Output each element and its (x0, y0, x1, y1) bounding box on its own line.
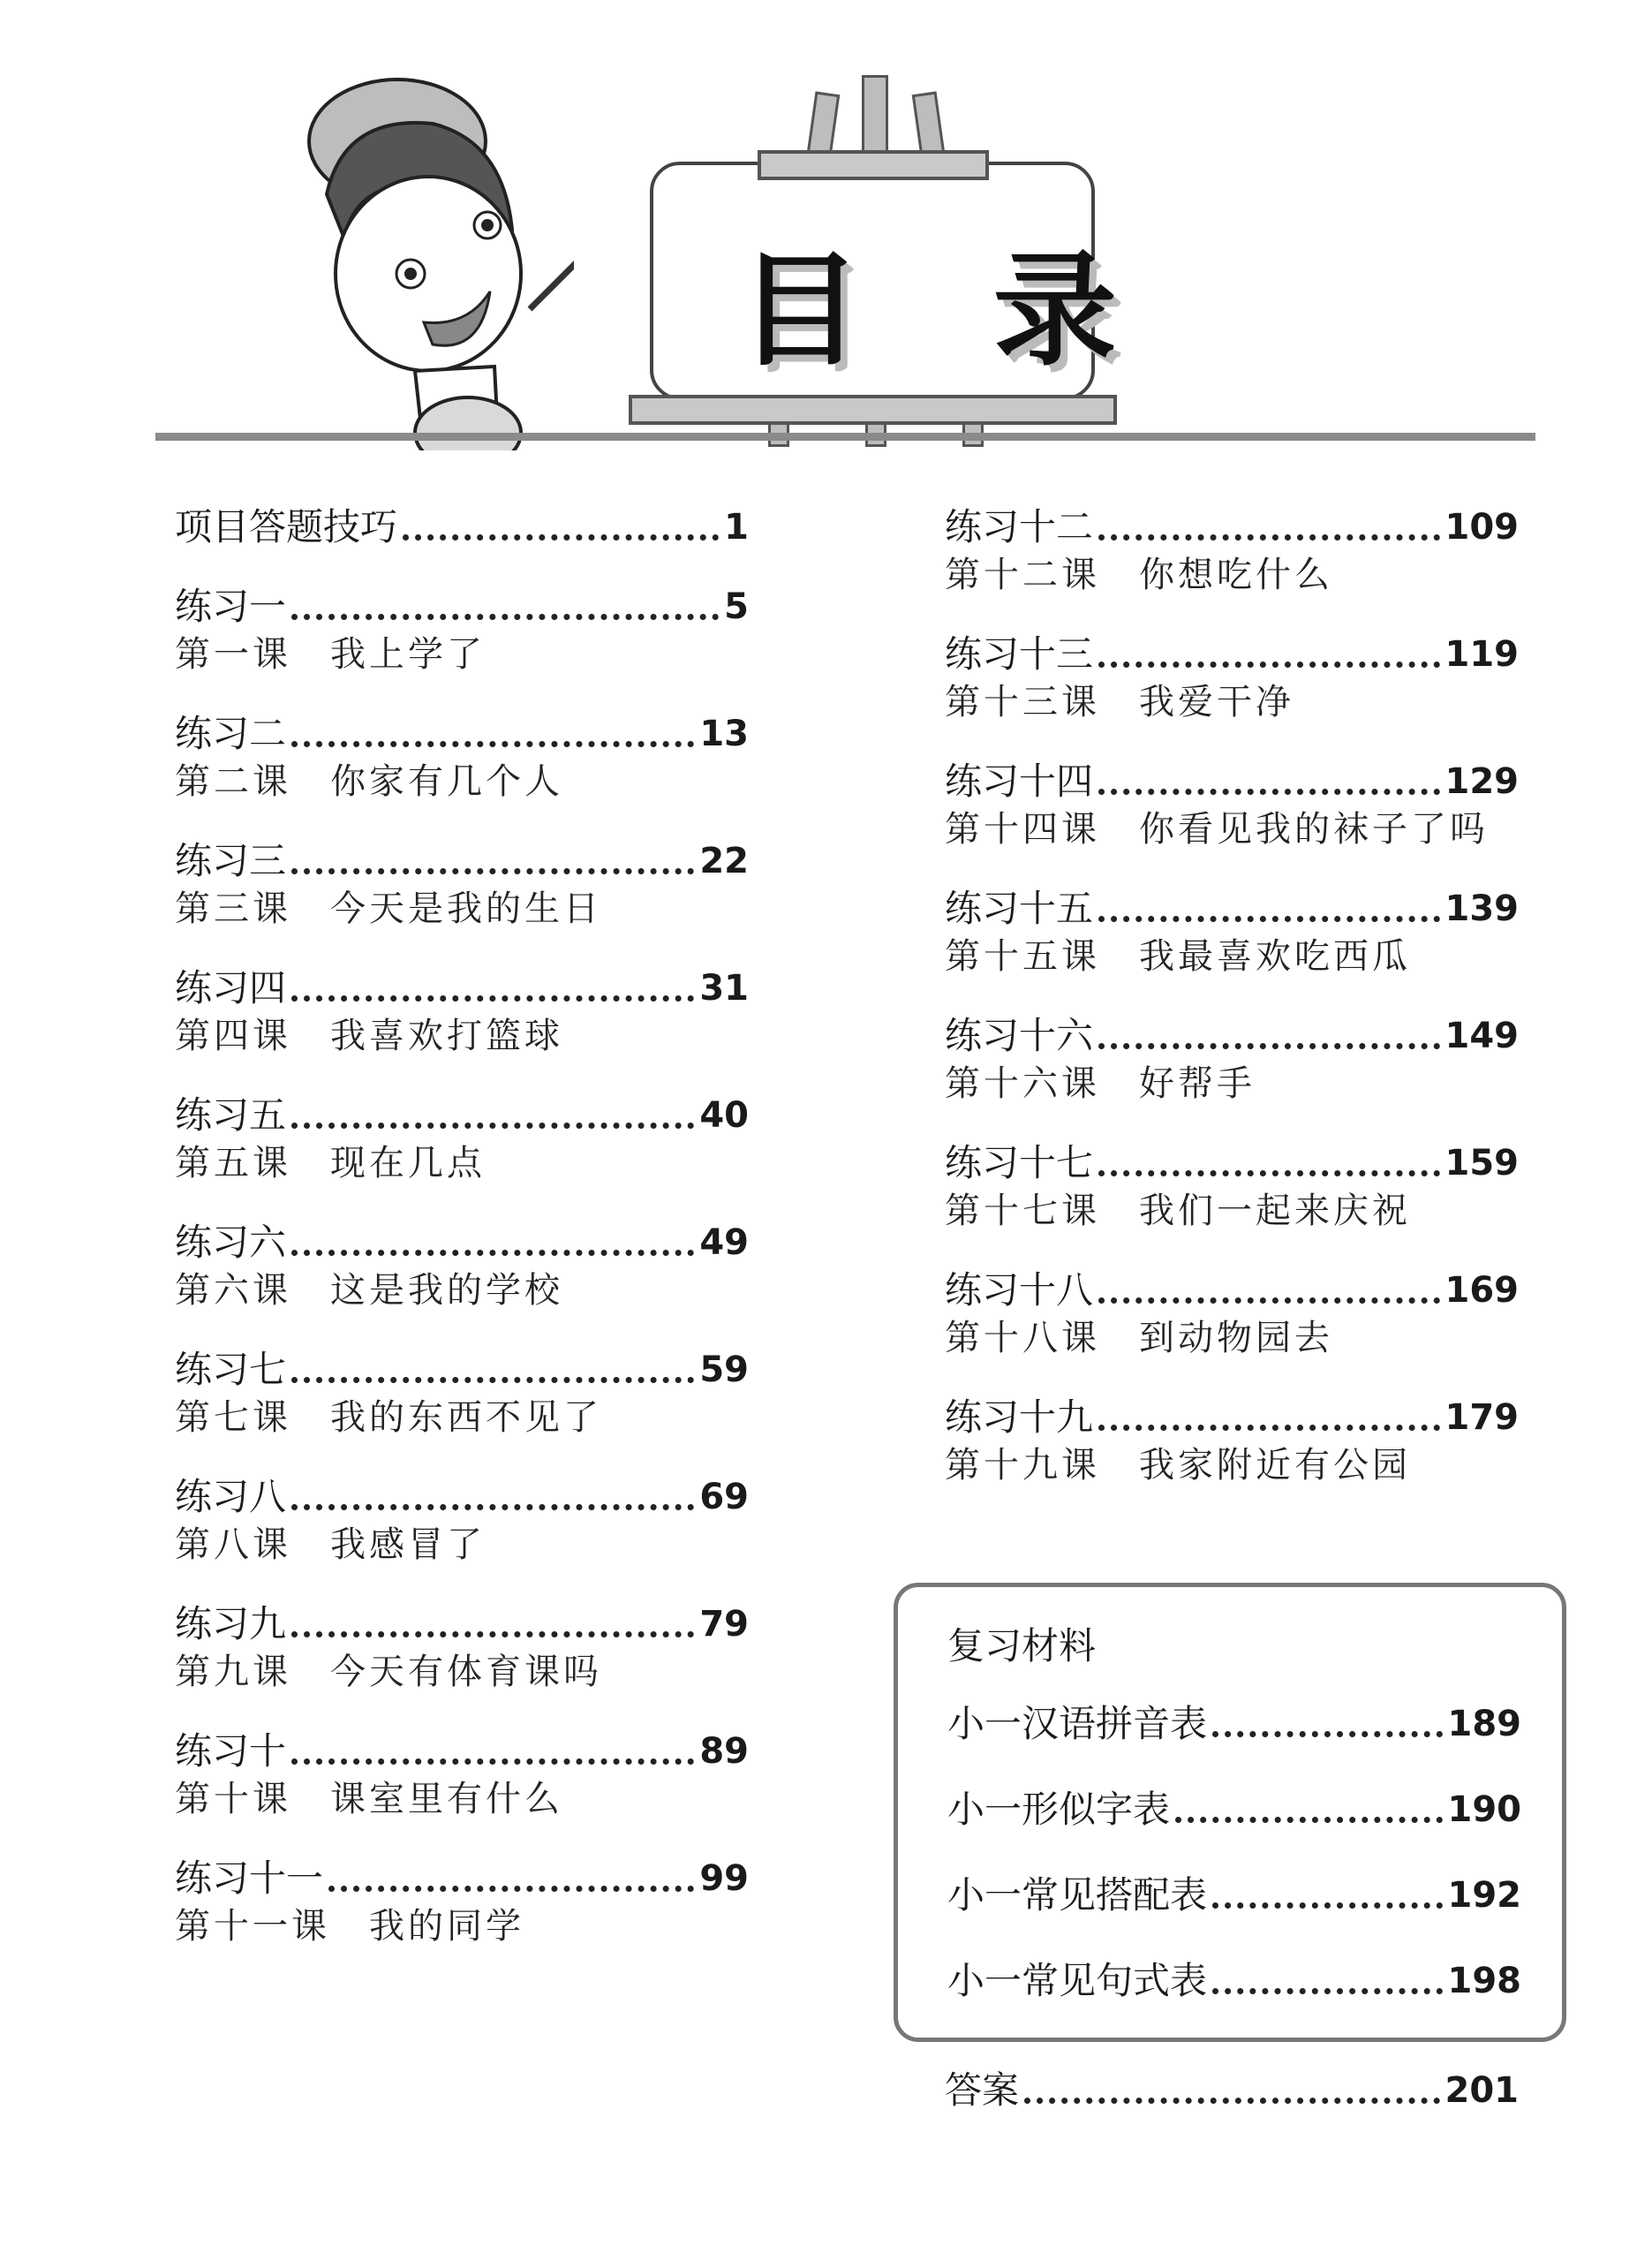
page-number: 129 (1445, 761, 1519, 802)
toc-entry[interactable] (175, 1728, 749, 1823)
toc-entry-row (175, 1092, 749, 1139)
dot-leader (291, 1631, 694, 1637)
lesson-number: 第十一课 (175, 1906, 330, 1947)
toc-entry-row (175, 1728, 749, 1775)
lesson-name: 我上学了 (330, 634, 486, 675)
entry-label: 练习十七 (945, 1141, 1094, 1184)
toc-entry[interactable] (175, 837, 749, 933)
entry-label: 练习十四 (945, 760, 1094, 803)
dot-leader (291, 1504, 694, 1510)
toc-entry-row (945, 1394, 1519, 1441)
page-number: 190 (1447, 1789, 1521, 1830)
toc-entry[interactable] (175, 1092, 749, 1187)
lesson-name: 我家附近有公园 (1139, 1445, 1411, 1486)
page-number: 189 (1447, 1704, 1521, 1744)
page-number: 31 (699, 968, 749, 1009)
dot-leader (291, 1250, 694, 1256)
toc-entry-row (945, 1139, 1519, 1187)
lesson-number: 第十五课 (945, 936, 1100, 977)
lesson-name: 我的东西不见了 (330, 1397, 602, 1438)
entry-label: 练习十五 (945, 887, 1094, 930)
page-number: 201 (1445, 2070, 1519, 2111)
entry-label: 练习十一 (175, 1856, 324, 1900)
page-number: 99 (699, 1858, 749, 1899)
review-entry[interactable] (947, 1957, 1521, 2005)
toc-entry[interactable] (945, 1139, 1519, 1235)
lesson-name: 你看见我的袜子了吗 (1139, 809, 1489, 850)
toc-entry-row (945, 1012, 1519, 1060)
toc-entry-row (175, 583, 749, 631)
dot-leader (1212, 1731, 1442, 1737)
dot-leader (403, 534, 719, 541)
lesson-number: 第一课 (175, 634, 291, 675)
toc-entry[interactable] (945, 631, 1519, 726)
page-number: 5 (724, 586, 749, 627)
entry-label: 练习十八 (945, 1268, 1094, 1312)
lesson-name: 你家有几个人 (330, 761, 563, 802)
dot-leader (291, 868, 694, 874)
entry-label: 练习二 (175, 712, 287, 755)
dot-leader (291, 995, 694, 1002)
toc-entry-row (175, 1600, 749, 1648)
dot-leader (1098, 916, 1439, 922)
page-number: 109 (1445, 507, 1519, 548)
easel-clamp (758, 150, 989, 180)
entry-label: 练习十六 (945, 1014, 1094, 1057)
lesson-name: 我感冒了 (330, 1524, 486, 1565)
answers-entry[interactable] (945, 2067, 1519, 2114)
lesson-number: 第三课 (175, 889, 291, 929)
lesson-name: 今天是我的生日 (330, 889, 602, 929)
lesson-title (945, 1441, 1519, 1489)
lesson-title (945, 805, 1519, 853)
toc-right-column (945, 503, 1519, 1521)
lesson-title (945, 678, 1519, 726)
lesson-title (945, 933, 1519, 980)
toc-entry[interactable] (175, 1600, 749, 1696)
lesson-title (175, 1012, 749, 1060)
lesson-name: 我最喜欢吃西瓜 (1139, 936, 1411, 977)
lesson-number: 第十八课 (945, 1318, 1100, 1358)
page-number: 13 (699, 714, 749, 754)
entry-label: 练习十三 (945, 632, 1094, 676)
page-number: 139 (1445, 889, 1519, 929)
lesson-title (175, 885, 749, 933)
dot-leader (1175, 1817, 1442, 1823)
toc-entry[interactable] (175, 1473, 749, 1569)
page-number: 159 (1445, 1143, 1519, 1183)
entry-label: 练习一 (175, 585, 287, 628)
entry-label: 练习十二 (945, 505, 1094, 548)
lesson-number: 第七课 (175, 1397, 291, 1438)
lesson-title (945, 1314, 1519, 1362)
lesson-name: 你想吃什么 (1139, 555, 1333, 595)
toc-entry-row (945, 885, 1519, 933)
toc-entry-row (175, 1346, 749, 1394)
dot-leader (1024, 2098, 1439, 2104)
lesson-number: 第十四课 (945, 809, 1100, 850)
toc-entry[interactable] (175, 710, 749, 805)
dot-leader (291, 1123, 694, 1129)
lesson-title (175, 758, 749, 805)
lesson-title (175, 1902, 749, 1950)
dot-leader (291, 1377, 694, 1383)
page-number: 149 (1445, 1016, 1519, 1056)
dot-leader (1098, 1043, 1439, 1049)
review-list (947, 1700, 1521, 2043)
entry-label: 练习三 (175, 839, 287, 882)
lesson-number: 第四课 (175, 1016, 291, 1056)
page-number: 89 (699, 1731, 749, 1772)
easel-tray (629, 395, 1117, 425)
entry-label: 练习四 (175, 966, 287, 1010)
review-materials-box (894, 1583, 1566, 2042)
header-illustration (0, 0, 1652, 450)
lesson-number: 第二课 (175, 761, 291, 802)
entry-label: 练习十 (175, 1729, 287, 1773)
lesson-number: 第十九课 (945, 1445, 1100, 1486)
easel-leg (862, 75, 888, 162)
lesson-name: 我爱干净 (1139, 682, 1294, 722)
page-number: 40 (699, 1095, 749, 1136)
entry-label: 小一形似字表 (947, 1788, 1171, 1831)
toc-entry[interactable] (175, 964, 749, 1060)
lesson-title (175, 1267, 749, 1314)
page-number: 192 (1447, 1875, 1521, 1916)
toc-entry[interactable] (945, 503, 1519, 599)
entry-label: 练习六 (175, 1221, 287, 1264)
lesson-title (175, 1394, 749, 1441)
toc-entry-row (945, 503, 1519, 551)
dot-leader (1098, 1170, 1439, 1176)
lesson-number: 第十七课 (945, 1191, 1100, 1231)
lesson-title (175, 1648, 749, 1696)
lesson-name: 我们一起来庆祝 (1139, 1191, 1411, 1231)
lesson-title (175, 631, 749, 678)
dot-leader (1098, 662, 1439, 668)
dot-leader (1212, 1988, 1442, 1994)
lesson-title (945, 1060, 1519, 1108)
page-number: 179 (1445, 1397, 1519, 1438)
lesson-name: 好帮手 (1139, 1063, 1256, 1104)
toc-entry[interactable] (945, 1267, 1519, 1362)
lesson-title (945, 551, 1519, 599)
toc-entry-row (945, 631, 1519, 678)
boy-painter-illustration (291, 62, 574, 450)
lesson-number: 第十二课 (945, 555, 1100, 595)
entry-label: 练习九 (175, 1602, 287, 1645)
dot-leader (1098, 789, 1439, 795)
entry-label: 小一常见搭配表 (947, 1873, 1208, 1917)
toc-left-column (175, 503, 749, 1982)
entry-label: 答案 (945, 2068, 1020, 2112)
lesson-number: 第五课 (175, 1143, 291, 1183)
lesson-number: 第六课 (175, 1270, 291, 1311)
page-number: 198 (1447, 1961, 1521, 2001)
header-divider (155, 433, 1535, 441)
dot-leader (291, 741, 694, 747)
toc-entry-row (175, 503, 749, 551)
toc-entry[interactable] (175, 1346, 749, 1441)
lesson-name: 到动物园去 (1139, 1318, 1333, 1358)
review-entry[interactable] (947, 1786, 1521, 1834)
toc-entry-row (945, 758, 1519, 805)
toc-entry[interactable] (945, 758, 1519, 853)
lesson-title (175, 1139, 749, 1187)
toc-entry[interactable] (945, 1012, 1519, 1108)
entry-label: 小一汉语拼音表 (947, 1702, 1208, 1745)
entry-label: 项目答题技巧 (175, 505, 398, 548)
page-number: 49 (699, 1222, 749, 1263)
lesson-name: 我喜欢打篮球 (330, 1016, 563, 1056)
entry-label: 练习八 (175, 1475, 287, 1518)
lesson-title (945, 1187, 1519, 1235)
lesson-number: 第十课 (175, 1779, 291, 1819)
page-number: 69 (699, 1477, 749, 1517)
dot-leader (1212, 1902, 1442, 1909)
toc-entry-row (175, 1855, 749, 1902)
dot-leader (1098, 1297, 1439, 1304)
toc-entry-row (175, 1219, 749, 1267)
page-title: 目 录 (738, 239, 1161, 383)
page-number: 59 (699, 1350, 749, 1390)
dot-leader (1098, 1425, 1439, 1431)
page-number: 22 (699, 841, 749, 881)
lesson-number: 第十三课 (945, 682, 1100, 722)
lesson-title (175, 1521, 749, 1569)
lesson-name: 这是我的学校 (330, 1270, 563, 1311)
toc-entry[interactable] (175, 583, 749, 678)
toc-entry-row (945, 1267, 1519, 1314)
toc-entry[interactable] (945, 1394, 1519, 1489)
dot-leader (291, 1758, 694, 1765)
dot-leader (291, 614, 719, 620)
lesson-number: 第九课 (175, 1652, 291, 1692)
entry-label: 练习五 (175, 1093, 287, 1137)
page-number: 169 (1445, 1270, 1519, 1311)
toc-entry[interactable] (945, 885, 1519, 980)
entry-label: 小一常见句式表 (947, 1959, 1208, 2002)
dot-leader (1098, 534, 1439, 541)
lesson-number: 第八课 (175, 1524, 291, 1565)
lesson-name: 课室里有什么 (330, 1779, 563, 1819)
page-number: 79 (699, 1604, 749, 1645)
entry-label: 练习十九 (945, 1395, 1094, 1439)
lesson-name: 我的同学 (369, 1906, 524, 1947)
entry-label: 练习七 (175, 1348, 287, 1391)
lesson-title (175, 1775, 749, 1823)
toc-entry[interactable] (175, 503, 749, 551)
dot-leader (328, 1886, 694, 1892)
lesson-name: 今天有体育课吗 (330, 1652, 602, 1692)
lesson-name: 现在几点 (330, 1143, 486, 1183)
review-entry[interactable] (947, 1700, 1521, 1748)
page-number: 119 (1445, 634, 1519, 675)
toc-entry[interactable] (175, 1855, 749, 1950)
toc-entry-row (175, 964, 749, 1012)
lesson-number: 第十六课 (945, 1063, 1100, 1104)
toc-entry-row (175, 837, 749, 885)
page-number: 1 (724, 507, 749, 548)
review-entry[interactable] (947, 1872, 1521, 1919)
toc-entry-row (175, 710, 749, 758)
toc-entry[interactable] (175, 1219, 749, 1314)
toc-entry-row (175, 1473, 749, 1521)
review-title: 复习材料 (947, 1624, 1097, 1667)
